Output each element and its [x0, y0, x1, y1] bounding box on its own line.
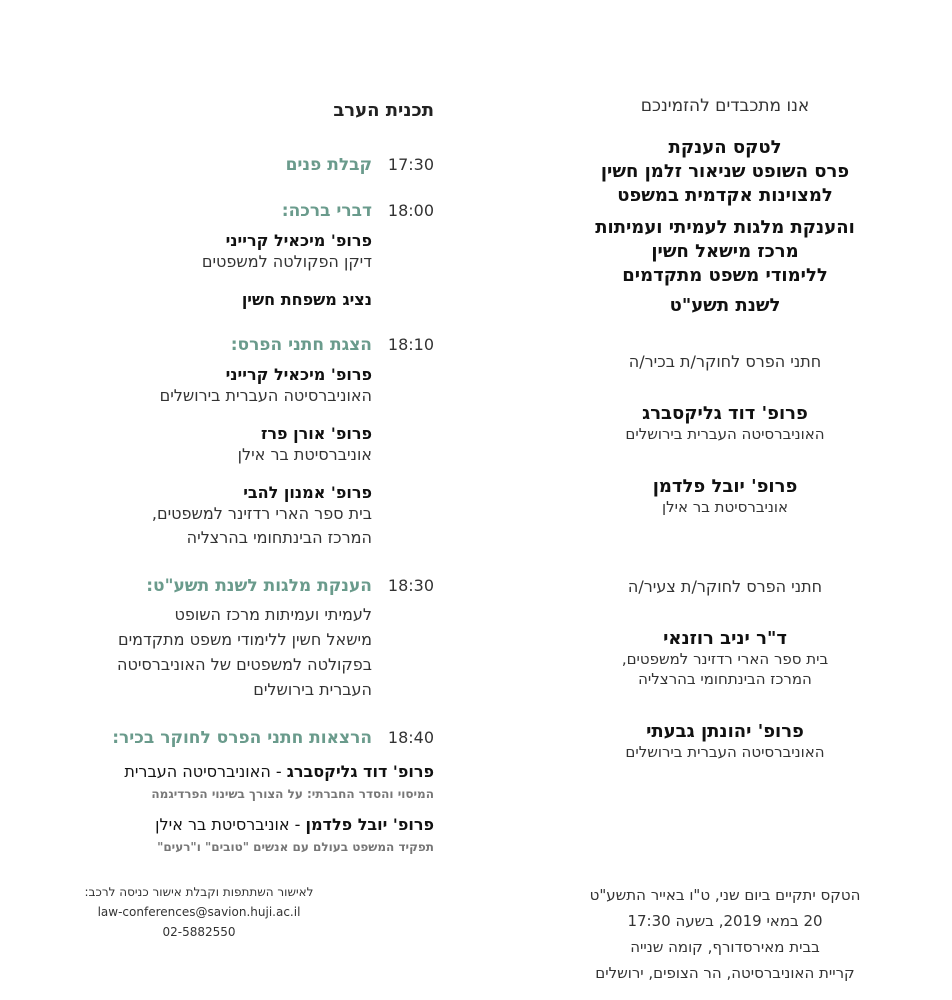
junior-winners-header: חתני הפרס לחוקר/ת צעיר/ה [627, 577, 823, 596]
presenter-name: פרופ' אמנון להבי [243, 483, 372, 502]
description-line: העברית בירושלים [253, 680, 372, 699]
winner-name: ד"ר יניב רוזנאי [663, 628, 787, 649]
presenter-name: פרופ' מיכאיל קרייני [225, 365, 372, 384]
presenter-name: פרופ' אורן פרז [260, 424, 372, 443]
winner-affiliation: בית ספר הארי רדזינר למשפטים, [621, 650, 829, 668]
presenter-affiliation: המרכז הבינתחומי בהרצליה [186, 528, 372, 547]
speaker-name: נציג משפחת חשין [241, 290, 372, 309]
ceremony-line: למצוינות אקדמית במשפט [617, 185, 833, 206]
slot-time: 18:40 [387, 728, 434, 747]
ceremony-title [540, 136, 910, 318]
event-line: 20 במאי 2019, בשעה 17:30 [627, 912, 823, 930]
slot-heading: דברי ברכה: [281, 201, 372, 221]
presenter [34, 365, 372, 408]
lecture-item [34, 762, 434, 801]
winner-name: פרופ' דוד גליקסברג [642, 403, 808, 424]
winner-name: פרופ' יובל פלדמן [652, 476, 798, 497]
winner-affiliation: אוניברסיטת בר אילן [662, 498, 788, 516]
fellowships-description [34, 602, 372, 702]
lecturer-name: פרופ' יובל פלדמן [305, 815, 434, 834]
lecturer-institution: - האוניברסיטה העברית [124, 762, 287, 781]
lecturer-line [34, 815, 434, 834]
winner-affiliation: המרכז הבינתחומי בהרצליה [638, 670, 812, 688]
program-slot-reception [34, 155, 434, 175]
lecture-item [34, 815, 434, 854]
speaker-name: פרופ' מיכאיל קרייני [225, 231, 372, 250]
winner-entry [540, 403, 910, 444]
invitation-intro: אנו מתכבדים להזמינכם [640, 96, 810, 116]
invitation-column [540, 96, 910, 986]
presenter [34, 424, 372, 467]
speaker [34, 290, 372, 309]
slot-heading: קבלת פנים [285, 155, 372, 175]
winner-entry [540, 476, 910, 517]
program-slot-greetings [34, 201, 434, 309]
slot-time: 18:00 [387, 201, 434, 220]
lecturer-line [34, 762, 434, 781]
ceremony-line: לטקס הענקת [668, 137, 782, 158]
lecture-topic: תפקיד המשפט בעולם עם אנשים "טובים" ו"רעים" [157, 840, 434, 854]
contact-note: לאישור השתתפות וקבלת אישור כניסה לרכב: [84, 885, 314, 899]
description-line: לעמיתי ועמיתות מרכז השופט [174, 605, 372, 624]
event-line: הטקס יתקיים ביום שני, ט"ו באייר התשע"ט [589, 886, 861, 904]
description-line: מישאל חשין ללימודי משפט מתקדמים [117, 630, 372, 649]
contact-phone: 02-5882550 [162, 925, 236, 939]
winner-affiliation: האוניברסיטה העברית בירושלים [625, 425, 825, 443]
presenter-affiliation: האוניברסיטה העברית בירושלים [159, 386, 372, 405]
winner-affiliation: האוניברסיטה העברית בירושלים [625, 743, 825, 761]
event-line: קריית האוניברסיטה, הר הצופים, ירושלים [595, 964, 855, 982]
slot-heading: הצגת חתני הפרס: [230, 335, 372, 355]
lecturer-name: פרופ' דוד גליקסברג [286, 762, 434, 781]
winner-entry [540, 628, 910, 689]
presenter-affiliation: בית ספר הארי רדזינר למשפטים, [151, 504, 372, 523]
event-line: בבית מאירסדורף, קומה שנייה [630, 938, 820, 956]
program-slot-presentation [34, 335, 434, 550]
ceremony-line: ללימודי משפט מתקדמים [622, 265, 828, 286]
program-slot-lectures [34, 728, 434, 748]
senior-winners-header: חתני הפרס לחוקר/ת בכיר/ה [628, 352, 822, 371]
program-slot-fellowships [34, 576, 434, 702]
ceremony-line: מרכז מישאל חשין [651, 241, 799, 262]
contact-email[interactable]: law-conferences@savion.huji.ac.il [97, 905, 301, 919]
contact-info [34, 882, 364, 942]
slot-time: 18:10 [387, 335, 434, 354]
ceremony-line: לשנת תשע"ט [669, 295, 781, 316]
program-column [34, 100, 434, 942]
lecture-list [34, 762, 434, 854]
winner-entry [540, 721, 910, 762]
slot-time: 18:30 [387, 576, 434, 595]
slot-heading: הענקת מלגות לשנת תשע"ט: [146, 576, 372, 596]
program-title: תכנית הערב [333, 100, 434, 121]
winner-name: פרופ' יהונתן גבעתי [646, 721, 804, 742]
ceremony-line: והענקת מלגות לעמיתי ועמיתות [595, 217, 855, 238]
ceremony-line: פרס השופט שניאור זלמן חשין [600, 161, 850, 182]
presenter [34, 483, 372, 550]
speaker [34, 231, 372, 274]
event-details [540, 882, 910, 986]
slot-time: 17:30 [387, 155, 434, 174]
description-line: בפקולטה למשפטים של האוניברסיטה [117, 655, 372, 674]
presenter-affiliation: אוניברסיטת בר אילן [237, 445, 372, 464]
lecture-topic: המיסוי והסדר החברתי: על הצורך בשינוי הפרדיגמה [151, 787, 434, 801]
speaker-affiliation: דיקן הפקולטה למשפטים [201, 252, 372, 271]
slot-heading: הרצאות חתני הפרס לחוקר בכיר: [112, 728, 372, 748]
lecturer-institution: - אוניברסיטת בר אילן [155, 815, 306, 834]
